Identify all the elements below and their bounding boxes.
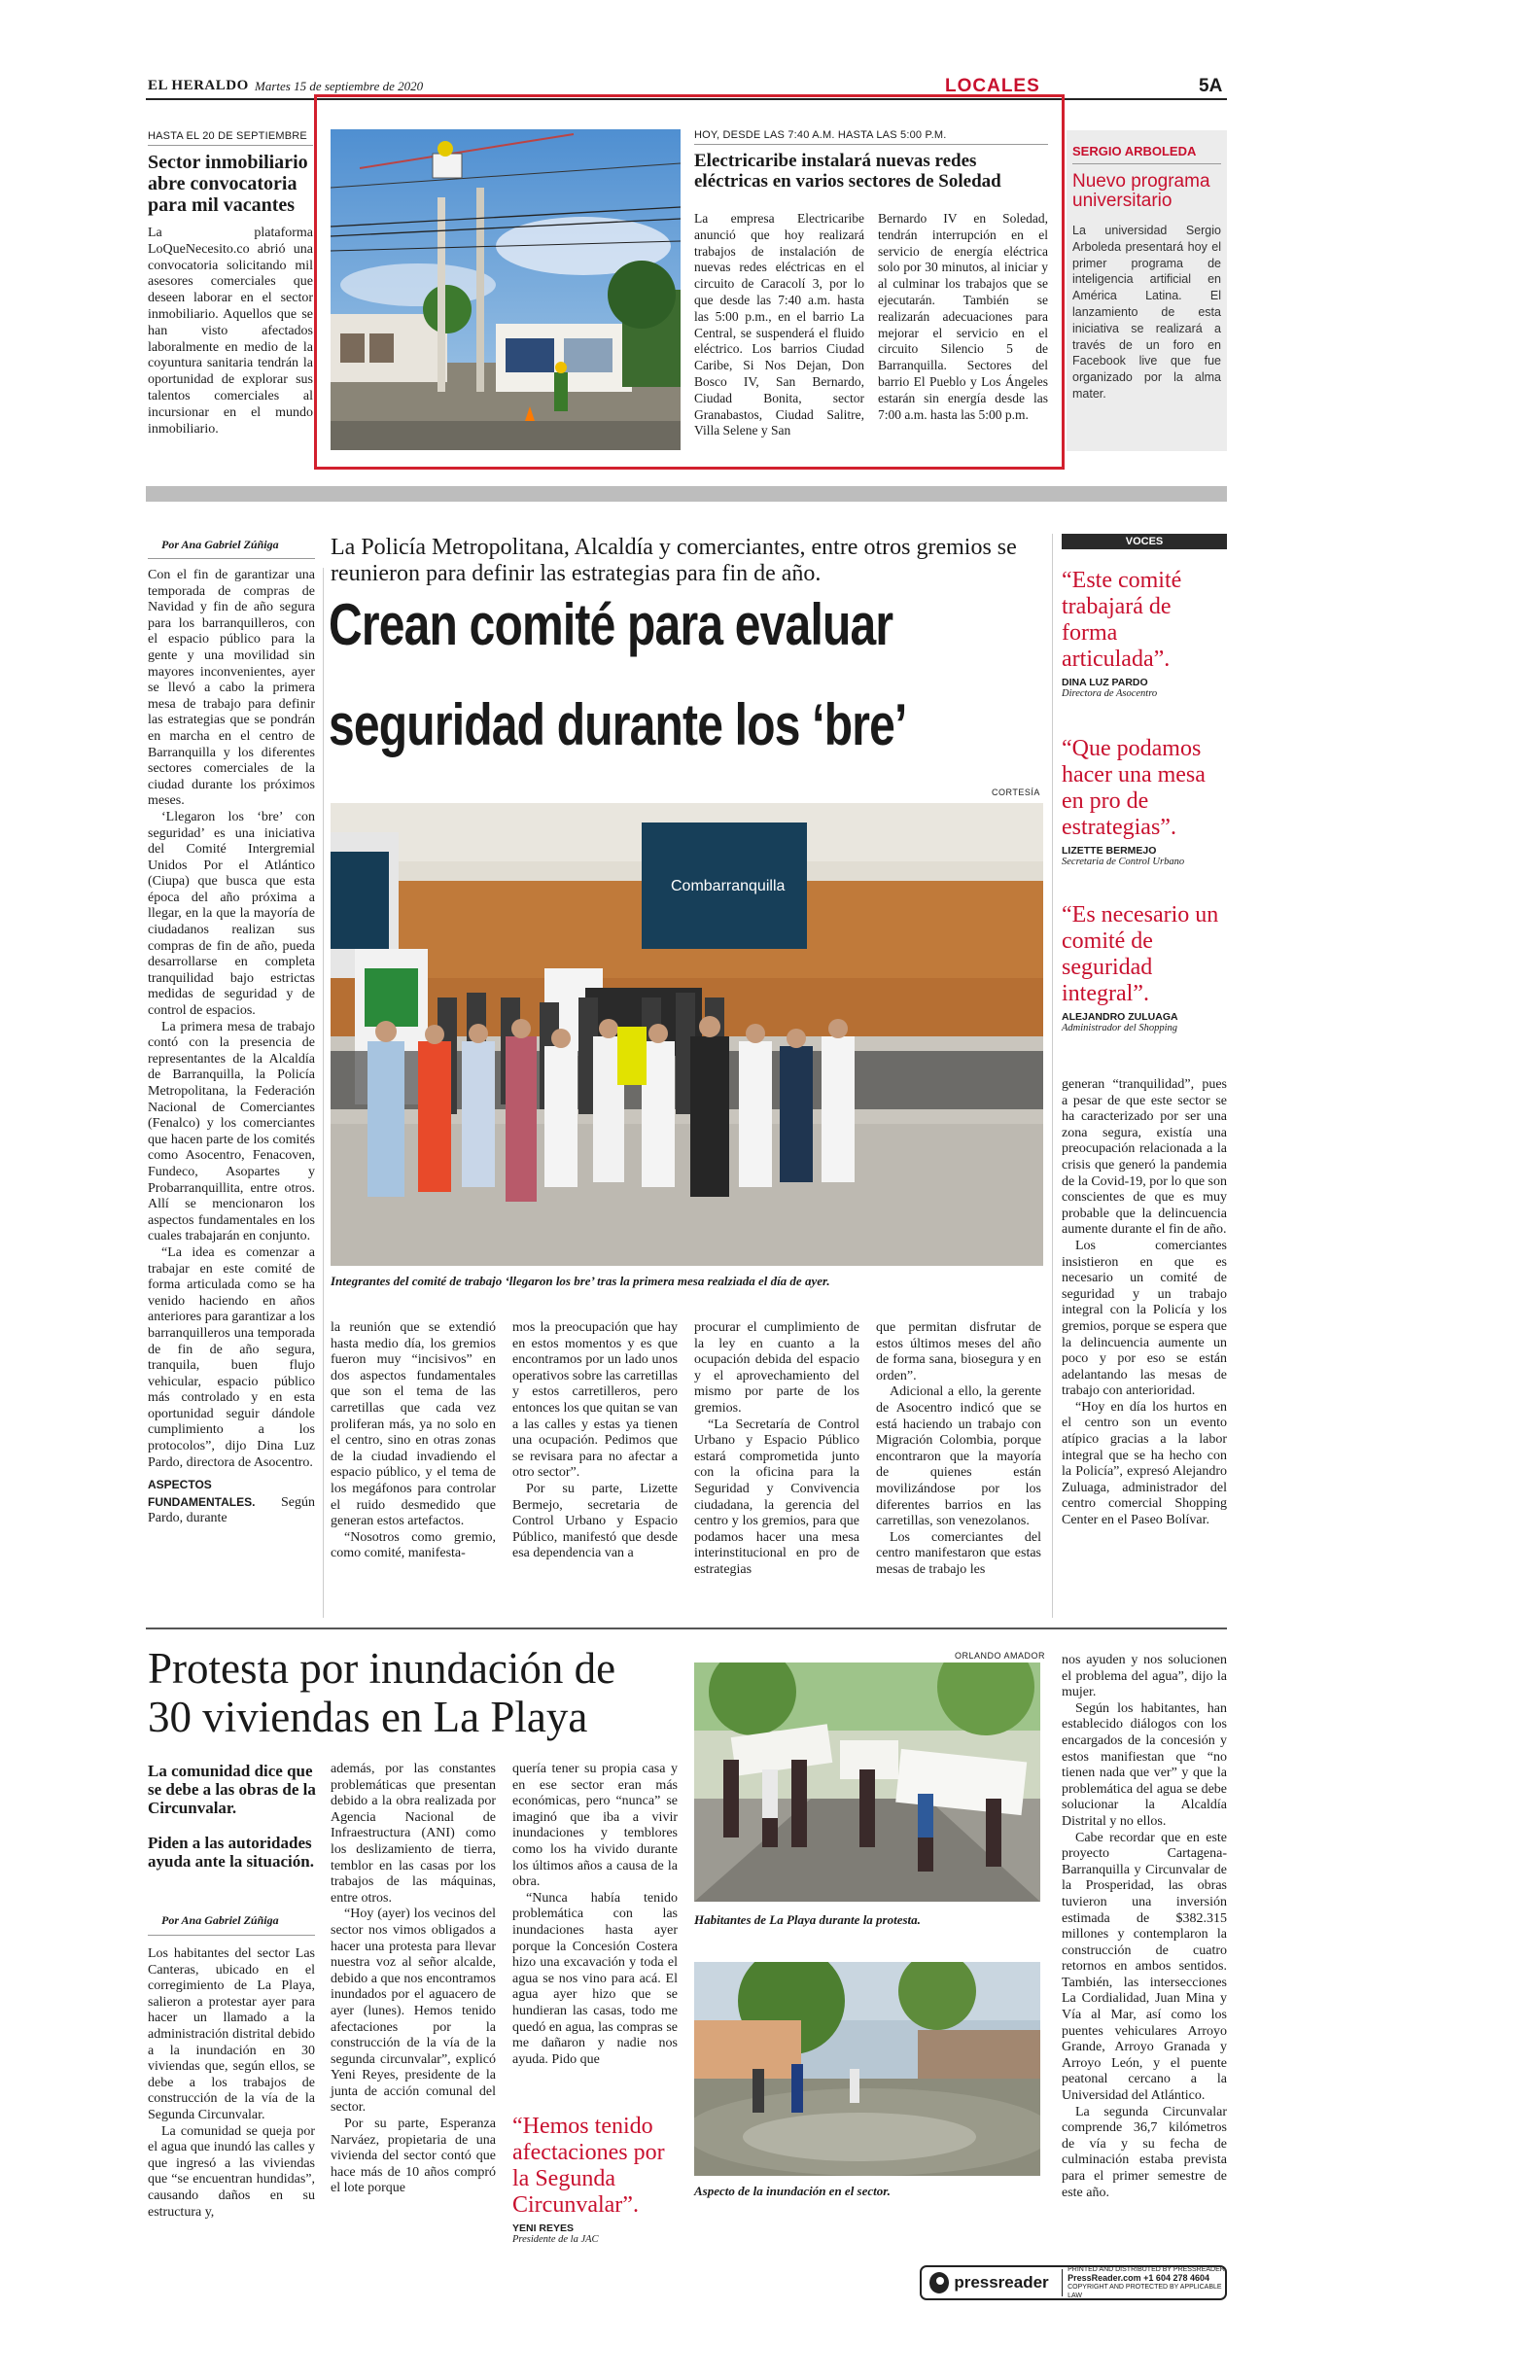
pressreader-line-1: PRINTED AND DISTRIBUTED BY PRESSREADER [1068, 2266, 1225, 2273]
second-col-2-para-a: además, por las constantes problemáticas que presentan debido a la obra realizada por Agencia Nacional de Infraestructura (ANI) como los deslizamiento de tierra, temblor en las casas por los trabajos de las máquinas, entre otros. [331, 1762, 496, 1906]
main-col-1-para-d: “La idea es comenzar a trabajar en este comité de forma articulada como se ha venido haciendo en años anteriores para garantizar a los barranquilleros una temporada de fin de año segura, tranquila, buen flujo vehicular, espacio público más controlado y en esta oportunidad seguir dándole cumplimiento a los protocolos”, dijo Dina Luz Pardo, directora de Asocentro. [148, 1244, 315, 1470]
voces-quote-3-text: “Es necesario un comité de seguridad integral”. [1062, 902, 1219, 1006]
voces-quote-1-role: Directora de Asocentro [1062, 688, 1158, 699]
voces-quote-3 [1062, 902, 1227, 1033]
second-col-4 [1062, 1653, 1227, 2201]
second-subhead-1: La comunidad dice que se debe a las obras de la Circunvalar. [148, 1762, 316, 1817]
second-headline-1: Protesta por inundación de [148, 1644, 616, 1693]
main-col-2-para-b: “Nosotros como gremio, como comité, manifesta- [331, 1529, 496, 1561]
second-col-2-para-c: Por su parte, Esperanza Narváez, propietaria de una vivienda del sector contó que hace más de 10 años compró el lote porque [331, 2117, 496, 2196]
brief-center [694, 129, 1048, 439]
main-deck: La Policía Metropolitana, Alcaldía y comerciantes, entre otros gremios se reunieron para definir las estrategias para fin de año. [331, 535, 1017, 586]
main-col-1 [148, 568, 315, 1527]
pressreader-logo-icon [929, 2272, 949, 2293]
main-col-5-para-b: Adicional a ello, la gerente de Asocentro indicó que se está haciendo un trabajo con Migración Colombia, porque encontraron que la mayoría de quienes están movilizándose por los diferentes barrios en las carretillas, son venezolanos. [876, 1384, 1041, 1529]
second-col-3-para-a: quería tener su propia casa y en ese sector eran más económicas, pero “nunca” se imaginó que iba a vivir inundaciones y temblores como los ha vivido durante los últimos años a causa de la obra. [512, 1762, 678, 1890]
main-col-1-para-b: ‘Llegaron los ‘bre’ con seguridad’ es una iniciativa del Comité Intergremial Unidos Por el Atlántico (Ciupa) que busca que esta época del año próxima a llegar, en la que la mayoría de ciudadanos realizan sus compras de fin de año, pueda desarrollarse en completa tranquilidad bajo estrictas medidas de seguridad y de control de espacios. [148, 809, 315, 1019]
paper-name: EL HERALDO [148, 78, 249, 93]
second-byline: Por Ana Gabriel Zúñiga [161, 1913, 279, 1927]
brief-right-title: Nuevo programa universitario [1072, 171, 1210, 211]
brief-left-body: La plataforma LoQueNecesito.co abrió una convocatoria solicitando mil asesores comerciales que deseen laborar en el sector inmobiliario. Aquellos que se han visto afectados laboralmente en medio de la coyuntura sanitaria tendrán la oportunidad de explorar sus talentos comerciales al incursionar en el mundo inmobiliario. [148, 226, 313, 437]
second-headline-2: 30 viviendas en La Playa [148, 1693, 588, 1741]
section-band [146, 486, 1227, 502]
brief-left-kicker: HASTA EL 20 DE SEPTIEMBRE [148, 130, 307, 142]
main-col-5-para-a: que permitan disfrutar de estos últimos meses del año de forma sana, biosegura y en orden”. [876, 1320, 1041, 1383]
second-col-4-para-a: nos ayuden y nos solucionen el problema del agua”, dijo la mujer. [1062, 1653, 1227, 1700]
story-divider [146, 1628, 1227, 1629]
voces-quote-2-name: LIZETTE BERMEJO [1062, 845, 1157, 857]
voces-label: VOCES [1062, 534, 1227, 549]
voces-quote-3-role: Administrador del Shopping [1062, 1023, 1178, 1033]
main-col-2-para-a: la reunión que se extendió hasta medio día, los gremios fueron muy “incisivos” en dos aspectos fundamentales que son el tema de las carretillas que cada vez proliferan más, ya no solo en el centro, sino en otras zonas de la ciudad invadiendo el espacio público, y el tema de los megáfonos para controlar el ruido desmedido que generan estos artefactos. [331, 1320, 496, 1529]
brief-center-col2: Bernardo IV en Soledad, tendrán interrupción en el servicio de energía eléctrica solo por 30 minutos, al iniciar y al culminar los trabajos que se ejecutarán. También se realizarán adecuaciones para mejorar el servicio en el circuito Silencio 5 de Barranquilla. Sectores del barrio El Pueblo y Los Ángeles estarán sin energía desde las 7:00 a.m. hasta las 5:00 p.m. [878, 211, 1048, 422]
main-col-1-para-e: Según Pardo, durante [148, 1494, 315, 1526]
flood-photo-caption: Aspecto de la inundación en el sector. [694, 2184, 891, 2198]
main-photo-credit: CORTESÍA [992, 788, 1040, 797]
page-number: 5A [1199, 76, 1223, 96]
brief-center-title: Electricaribe instalará nuevas redes eléctricas en varios sectores de Soledad [694, 151, 1001, 192]
electricaribe-photo [331, 129, 681, 450]
second-col-3-para-b: “Nunca había tenido problemática con las inundaciones hasta ayer porque la Concesión Costera hizo una excavación y toda el agua se nos vino para acá. El agua ayer hizo que se hundieran las casas, todo me quedó en agua, las compras se me dañaron y nadie nos ayuda. Pido que [512, 1890, 678, 2067]
second-col-3 [512, 1762, 678, 2068]
main-col-2 [331, 1320, 496, 1562]
second-col-4-para-c: Cabe recordar que en este proyecto Cartagena-Barranquilla y Circunvalar de la Prosperidad, las obras tuvieron una inversión estimada de $382.315 millones y contemplaron la construcción de cuatro retornos en ambos sentidos. También, las intersecciones La Cordialidad, Juan Mina y Vía al Mar, así como los puentes vehiculares Arroyo Grande, Arroyo Granada y Arroyo León, y el puente peatonal cercano a la Universidad del Atlántico. [1062, 1830, 1227, 2104]
voces-quote-2-role: Secretaria de Control Urbano [1062, 857, 1185, 867]
second-col-2 [331, 1762, 496, 2197]
voces-quote-3-name: ALEJANDRO ZULUAGA [1062, 1011, 1178, 1023]
second-col-4-para-d: La segunda Circunvalar comprende 36,7 kilómetros de vía y su fecha de culminación estaba prevista para el primer semestre de este año. [1062, 2104, 1227, 2200]
main-col-6-para-a: generan “tranquilidad”, pues a pesar de que este sector se ha caracterizado por ser una zona segura, existía una preocupación relacionada a la crisis que generó la pandemia de la Covid-19, por lo que son conscientes de que es muy probable que la delincuencia aumente durante el fin de año. [1062, 1077, 1227, 1238]
voces-quote-1-name: DINA LUZ PARDO [1062, 677, 1148, 688]
second-pull-quote-name: YENI REYES [512, 2222, 575, 2234]
main-col-4 [694, 1320, 859, 1579]
brief-right-kicker: SERGIO ARBOLEDA [1072, 144, 1197, 158]
protest-photo [694, 1662, 1040, 1902]
main-col-5-para-c: Los comerciantes del centro manifestaron que estas mesas de trabajo les [876, 1529, 1041, 1577]
second-photo-credit: ORLANDO AMADOR [955, 1651, 1046, 1661]
brief-left-title: Sector inmobiliario abre convocatoria para mil vacantes [148, 152, 308, 216]
main-col-4-para-b: “La Secretaría de Control Urbano y Espacio Público estará comprometida junto con la oficina para la Seguridad y Convivencia ciudadana, la gerencia del centro y los gremios, para que podamos hacer una mesa interinstitucional en pro de estrategias [694, 1417, 859, 1577]
main-col-4-para-a: procurar el cumplimiento de la ley en cuanto a la ocupación debida del espacio y el aprovechamiento del mismo por parte de los gremios. [694, 1320, 859, 1416]
main-col-1-subhead: ASPECTOS FUNDAMENTALES. [148, 1478, 256, 1509]
svg-text:Combarranquilla: Combarranquilla [671, 878, 786, 894]
main-photo [331, 803, 1043, 1266]
brief-right [1072, 144, 1221, 402]
second-col-1-para-a: Los habitantes del sector Las Canteras, ubicado en el corregimiento de La Playa, salieron a protestar ayer para hacer un llamado a la administración distrital debido a la inundación en 30 viviendas que, según ellos, se debe a los trabajos de construcción de la vía de la Segunda Circunvalar. [148, 1946, 315, 2122]
section-name: LOCALES [945, 76, 1040, 96]
main-col-5 [876, 1320, 1041, 1579]
pressreader-line-2: PressReader.com +1 604 278 4604 [1068, 2273, 1209, 2283]
protest-photo-caption: Habitantes de La Playa durante la protesta. [694, 1912, 921, 1927]
main-byline-rule [148, 558, 315, 559]
main-headline-1: Crean comité para evaluar [329, 592, 893, 657]
main-col-1-para-a: Con el fin de garantizar una temporada de compras de Navidad y fin de año segura para los barranquilleros, con el espacio público para la gente y una movilidad sin mayores inconvenientes, ayer se llevó a cabo la primera mesa de trabajo para definir las estrategias que se pondrán en marcha en el centro de Barranquilla y los diferentes sectores comerciales de la ciudad durante los próximos meses. [148, 568, 315, 809]
main-col-3-para-b: Por su parte, Lizette Bermejo, secretaria de Control Urbano y Espacio Público, manifestó que desde esa dependencia van a [512, 1481, 678, 1561]
voces-quote-1-text: “Este comité trabajará de forma articulada”. [1062, 568, 1182, 672]
pressreader-brand: pressreader [954, 2273, 1049, 2292]
second-col-2-para-b: “Hoy (ayer) los vecinos del sector nos vimos obligados a hacer una protesta para llevar nuestra voz al señor alcalde, debido a que nos encontramos inundados por el aguacero de ayer (lunes). Hemos tenido afectaciones por la construcción de la vía de la segunda circunvalar”, explicó Yeni Reyes, presidente de la junta de acción comunal del sector. [331, 1907, 496, 2116]
main-byline: Por Ana Gabriel Zúñiga [161, 538, 279, 551]
second-subhead-2: Piden a las autoridades ayuda ante la situación. [148, 1834, 314, 1871]
voces-quote-1 [1062, 568, 1227, 699]
second-pull-quote-role: Presidente de la JAC [512, 2234, 599, 2245]
second-col-4-para-b: Según los habitantes, han establecido diálogos con los encargados de la concesión y estos manifiestan que “no tienen nada que ver” y que la problemática del agua se debe solucionar la Alcaldía Distrital y no ellos. [1062, 1700, 1227, 1829]
main-col-6-para-b: Los comerciantes insistieron en que es necesario un comité de seguridad y un trabajo integral con la Policía y los gremios, porque se espera que la delincuencia aumente un poco y por eso se están adelantando las mesas de trabajo con anterioridad. [1062, 1238, 1227, 1399]
brief-center-col1: La empresa Electricaribe anunció que hoy realizará trabajos de instalación de nuevas redes eléctricas en el circuito de Caracolí 3, por lo que desde las 7:40 a.m. hasta las 5:00 p.m., en el barrio La Central, se suspenderá el fluido eléctrico. Los barrios Ciudad Caribe, Si Nos Dejan, Don Bosco IV, San Bernardo, Ciudad Bonita, sector Granabastos, Ciudad Salitre, Villa Selene y San [694, 211, 864, 438]
voces-quote-2 [1062, 736, 1227, 867]
second-col-1-para-b: La comunidad se queja por el agua que inundó las calles y que ingresó a las viviendas que “se encuentran hundidas”, causando daños en su estructura y, [148, 2123, 315, 2220]
brief-center-kicker: HOY, DESDE LAS 7:40 A.M. HASTA LAS 5:00 P.M. [694, 129, 947, 141]
main-col-6 [1062, 1077, 1227, 1529]
pressreader-badge[interactable] [920, 2265, 1227, 2300]
main-col-1-para-c: La primera mesa de trabajo contó con la presencia de representantes de la Alcaldía de Barranquilla, la Policía Metropolitana, la Federación Nacional de Comerciantes (Fenalco) y los comerciantes que hacen parte de los comités como Asocentro, Fenacoven, Fundeco, Asopartes y Probarranquillita, entre otros. Allí se mencionaron los aspectos fundamentales en los cuales trabajarán en conjunto. [148, 1019, 315, 1244]
brief-left [148, 130, 313, 438]
second-col-1 [148, 1946, 315, 2221]
main-photo-caption: Integrantes del comité de trabajo ‘llegaron los bre’ tras la primera mesa realziada el día de ayer. [331, 1274, 830, 1288]
voces-quote-2-text: “Que podamos hacer una mesa en pro de estrategias”. [1062, 736, 1206, 840]
main-col-3-para-a: mos la preocupación que hay en estos momentos y es que encontramos por un lado unos operativos sobre las carretillas y estos carretilleros, pero entonces los que quitan se van a las calles y estas ya tienen una ocupación. Pedimos que se revisara para no afectar a otro sector”. [512, 1320, 678, 1481]
brief-right-body: La universidad Sergio Arboleda presentará hoy el primer programa de inteligencia artificial en América Latina. El lanzamiento de esta iniciativa se realizará a través de un foro en Facebook live que fue organizado por la alma mater. [1072, 224, 1221, 401]
second-pull-quote-text: “Hemos tenido afectaciones por la Segunda Circunvalar”. [512, 2114, 665, 2218]
main-col-6-para-c: “Hoy en día los hurtos en el centro son un evento atípico gracias a la labor integral que se ha hecho con la Policía”, expresó Alejandro Zuluaga, administrador del centro comercial Shopping Center en el Paseo Bolívar. [1062, 1399, 1227, 1528]
flood-photo [694, 1962, 1040, 2176]
main-headline-2: seguridad durante los ‘bre’ [329, 692, 907, 757]
pressreader-line-3: COPYRIGHT AND PROTECTED BY APPLICABLE LAW [1068, 2284, 1222, 2299]
issue-date: Martes 15 de septiembre de 2020 [255, 79, 424, 93]
main-col-3 [512, 1320, 678, 1562]
second-pull-quote [512, 2114, 678, 2245]
